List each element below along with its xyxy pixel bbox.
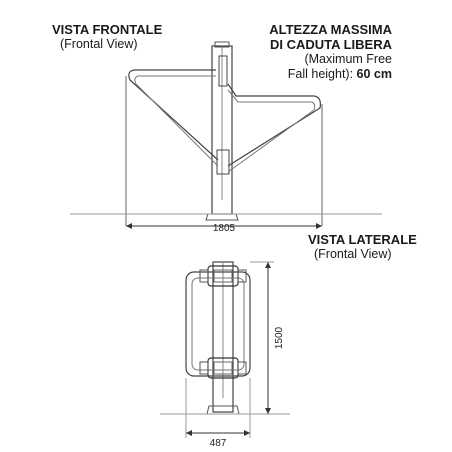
fall-height-line3: (Maximum Free <box>304 52 392 66</box>
front-right-arm-inner <box>228 90 315 172</box>
fall-height-line1: ALTEZZA MASSIMA <box>269 22 392 37</box>
side-width-dimension-label: 487 <box>209 438 227 449</box>
fall-height-line2: DI CADUTA LIBERA <box>269 37 392 52</box>
front-upper-clamp <box>219 56 227 86</box>
front-lower-clamp <box>217 150 229 174</box>
front-width-dimension-label: 1805 <box>212 223 236 234</box>
front-view-title: VISTA FRONTALE <box>52 22 163 37</box>
side-view-subtitle: (Frontal View) <box>314 247 392 261</box>
front-view-subtitle: (Frontal View) <box>60 37 138 51</box>
side-view-drawing <box>160 262 290 438</box>
side-view-title: VISTA LATERALE <box>308 232 417 247</box>
side-frame-inner <box>192 278 244 370</box>
side-base-plate <box>207 406 239 414</box>
front-base-plate <box>206 214 238 220</box>
front-left-arm-inner <box>135 76 218 166</box>
fall-height-value: 60 cm <box>356 67 392 81</box>
front-view-drawing <box>70 42 382 229</box>
side-frame-outer <box>186 272 250 376</box>
fall-height-label: Fall height): <box>287 67 354 81</box>
front-right-arm <box>228 84 320 166</box>
front-left-arm <box>129 70 218 160</box>
side-height-dimension-label: 1500 <box>274 326 285 350</box>
side-lower-bolt-left <box>200 362 208 374</box>
